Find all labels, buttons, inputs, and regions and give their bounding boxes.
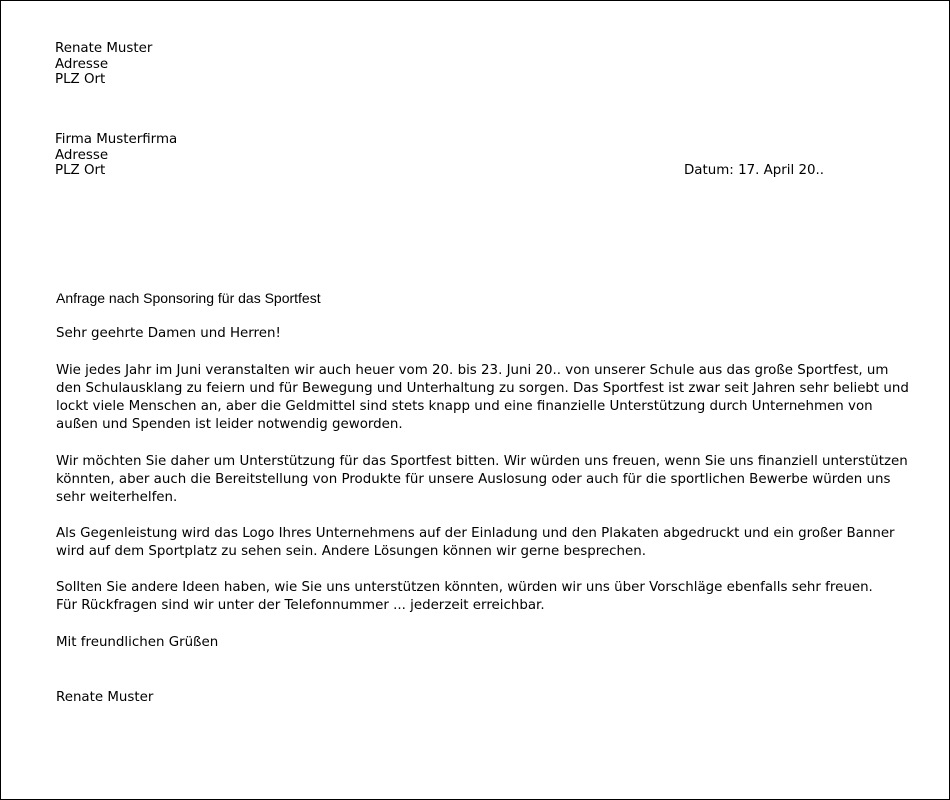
letter-signature: Renate Muster xyxy=(56,690,154,705)
body-paragraph-4 xyxy=(56,579,926,615)
paragraph-line: sehr weiterhelfen. xyxy=(56,490,178,505)
paragraph-line: Als Gegenleistung wird das Logo Ihres Unternehmens auf der Einladung und den Plakaten abgedruckt und ein großer Banner xyxy=(56,526,895,541)
recipient-company: Firma Musterfirma xyxy=(55,132,178,147)
paragraph-line: den Schulausklang zu feiern und für Bewegung und Unterhaltung zu sorgen. Das Sportfest ist zwar seit Jahren sehr beliebt und xyxy=(56,381,909,396)
letter-date: Datum: 17. April 20.. xyxy=(684,163,825,178)
letter-subject: Anfrage nach Sponsoring für das Sportfest xyxy=(56,290,321,306)
body-paragraph-1 xyxy=(56,362,926,434)
paragraph-line: Für Rückfragen sind wir unter der Telefonnummer ... jederzeit erreichbar. xyxy=(56,598,545,613)
recipient-address: Adresse xyxy=(55,147,109,163)
sender-address: Adresse xyxy=(55,56,109,72)
body-paragraph-2 xyxy=(56,453,926,507)
letter-closing: Mit freundlichen Grüßen xyxy=(56,635,219,650)
recipient-city: PLZ Ort xyxy=(55,163,106,178)
paragraph-line: könnten, aber auch die Bereitstellung von Produkte für unsere Auslosung oder auch für die sportlichen Bewerbe würden uns xyxy=(56,472,891,487)
body-paragraph-3 xyxy=(56,525,926,561)
letter-salutation: Sehr geehrte Damen und Herren! xyxy=(56,326,281,341)
recipient-address-block xyxy=(55,132,177,179)
paragraph-line: wird auf dem Sportplatz zu sehen sein. Andere Lösungen können wir gerne besprechen. xyxy=(56,544,646,559)
paragraph-line: Wir möchten Sie daher um Unterstützung für das Sportfest bitten. Wir würden uns freuen, wenn Sie uns finanziell unterstützen xyxy=(56,454,908,469)
paragraph-line: außen und Spenden ist leider notwendig geworden. xyxy=(56,417,403,432)
sender-city: PLZ Ort xyxy=(55,72,106,87)
paragraph-line: Wie jedes Jahr im Juni veranstalten wir auch heuer vom 20. bis 23. Juni 20.. von unserer Schule aus das große Sportfest, um xyxy=(56,363,889,378)
paragraph-line: Sollten Sie andere Ideen haben, wie Sie uns unterstützen könnten, würden wir uns über Vorschläge ebenfalls sehr freuen. xyxy=(56,580,873,595)
paragraph-line: lockt viele Menschen an, aber die Geldmittel sind stets knapp und eine finanzielle Unterstützung durch Unternehmen von xyxy=(56,399,873,414)
sender-address-block xyxy=(55,41,152,88)
sender-name: Renate Muster xyxy=(55,41,153,56)
